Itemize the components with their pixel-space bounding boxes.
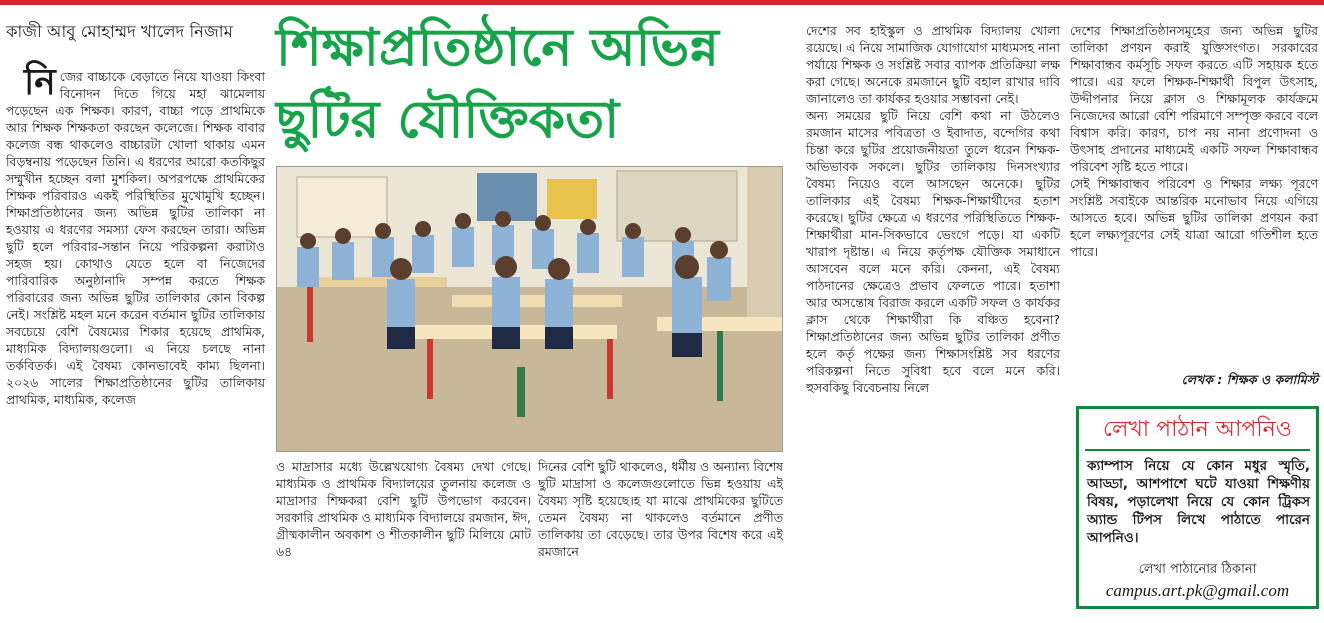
submission-box <box>1076 406 1319 609</box>
column-1-text: জের বাচ্চাকে বেড়াতে নিয়ে যাওয়া কিংবা বিনোদন দিতে গিয়ে মহা ঝামেলায় পড়েছেন এক শিক্ষক। কারণ, বাচ্চা পড়ে প্রাথমিকে আর শিক্ষক শিক্ষকতা করছেন কলেজে। শিক্ষক বাবার কলেজ বন্ধ থাকলেও বাচ্চারটা খোলা থাকায় এমন বিড়ম্বনায় পড়েছেন তিনি। এ ধরণের আরো কতকিছুর সম্মুখীন হচ্ছেন বলা মুশকিল। অপরপক্ষে প্রাথমিকের শিক্ষক পরিবারও একই পরিস্থিতির মুখোমুখি হচ্ছেন। শিক্ষাপ্রতিষ্ঠানের জন্য অভিন্ন ছুটির তালিকা না হওয়ায় এ ধরণের সমস্যা ফেস করছেন তারা। অভিন্ন ছুটি হলে পরিবার-সন্তান নিয়ে পরিকল্পনা করাটাও সহজ হয়। কোথাও যেতে হলে বা নিজেদের পারিবারিক অনুষ্ঠানাদি সম্পন্ন করতে শিক্ষক পরিবারের জন্য অভিন্ন ছুটির তালিকার কোন বিকল্প নেই। সংশ্লিষ্ট মহল মনে করেন বর্তমান ছুটির তালিকায় সবচেয়ে বেশি বৈষম্যের শিকার হয়েছে প্রাথমিক, মাধ্যমিক বিদ্যালয়গুলো। এ নিয়ে চলছে নানা তর্কবিতর্ক। এই বৈষম্য কোনভাবেই কাম্য ছিলনা। ২০২৬ সালের শিক্ষাপ্রতিষ্ঠানের ছুটির তালিকায় প্রাথমিক, মাধ্যমিক, কলেজ <box>6 69 265 407</box>
column-3-text: দিনের বেশি ছুটি থাকলেও, ধর্মীয় ও অন্যান্য বিশেষ ছুটি মাদ্রাসা ও কলেজগুলোতে ভিন্ন হওয়ায় এই বৈষম্য সৃষ্টি হয়েছে।হ যা মাঝে প্রাথমিকের ছুটিতে তেমন বৈষম্য না থাকলেও বর্তমানে প্রণীত তালিকায় তা বেড়েছে। তার উপর বিশেষ করে এই রমজানে <box>538 459 783 559</box>
column-4-paragraph-2: অন্য সময়ের ছুটি নিয়ে বেশি কথা না উঠলেও রমজান মাসের পবিত্রতা ও ইবাদাত, বন্দেগির কথা চিন্তা করে ছুটির প্রয়োজনীয়তা তুলে ধরেন শিক্ষক-অভিভাবক সকলে। ছুটির তালিকায় দিনসংখ্যার বৈষম্য নিয়েও বলে আসছেন অনেকে। ছুটির তালিকার এই বৈষম্য শিক্ষক-শিক্ষার্থীদের হতাশ করেছে। ছুটির ক্ষেত্রে এ ধরণের পরিস্থিতিতে শিক্ষক-শিক্ষার্থীরা মান-সিকভাবে ভেংগে পড়ে। যা একটি খারাপ দৃষ্টান্ত। এ নিয়ে কর্তৃপক্ষ যৌক্তিক সমাধানে আসবেন বলে মনে করি। কেননা, এই বৈষম্য পাঠদানের ক্ষেত্রেও প্রভাব ফেলতে পারে। হতাশা আর অসন্তোষ বিরাজ করলে একটি সফল ও কার্যকর ক্লাস থেকে শিক্ষার্থীরা কি বঞ্চিত হবেনা?শিক্ষাপ্রতিষ্ঠানের জন্য অভিন্ন ছুটির তালিকা প্রণীত হলে কর্তৃ পক্ষের জন্য শিক্ষাসংশ্লিষ্ট সব ধরণের পরিকল্পনা নিতে সুবিধা হবে বলে মনে করি। হুসবকিছু বিবেচনায় নিলে <box>806 108 1060 395</box>
article-column-5 <box>1070 22 1318 260</box>
article-column-2 <box>276 458 531 560</box>
author-name: কাজী আবু মোহাম্মদ খালেদ নিজাম <box>6 22 233 41</box>
column-5-paragraph-2: সেই শিক্ষাবান্ধব পরিবেশ ও শিক্ষার লক্ষ্য পূরণে সংশ্লিষ্ট সবাইকে আন্তরিক মনোভাব নিয়ে এগিয়ে আসতে হবে। অভিন্ন ছুটির তালিকা প্রণয়ন করা হলে লক্ষ্যপূরণের সেই যাত্রা আরো গতিশীল হতে পারে। <box>1070 176 1318 259</box>
submission-box-divider <box>1085 449 1310 451</box>
address-label: লেখা পাঠানোর ঠিকানা <box>1138 562 1257 577</box>
article-column-1 <box>6 62 265 408</box>
headline-line-1: শিক্ষাপ্রতিষ্ঠানে অভিন্ন <box>276 18 719 78</box>
classroom-photo <box>276 166 783 452</box>
article-column-4 <box>806 22 1060 396</box>
submission-box-text: ক্যাম্পাস নিয়ে যে কোন মধুর স্মৃতি, আড্ডা, আশপাশে ঘটে যাওয়া শিক্ষণীয় বিষয়, পড়ালেখা নিয়ে যে কোন ট্রিকস অ্যান্ড টিপস লিখে পাঠাতে পারেন আপনিও। <box>1087 458 1310 546</box>
classroom-illustration <box>277 167 783 452</box>
column-5-paragraph-1: দেশের শিক্ষাপ্রতিষ্ঠানসমূহের জন্য অভিন্ন ছুটির তালিকা প্রণয়ন করাই যুক্তিসংগত। সরকারের শিক্ষাবান্ধব কর্মসূচি সফল করতে এটি সহায়ক হতে পারে। এর ফলে শিক্ষক-শিক্ষার্থী বিপুল উৎসাহ, উদ্দীপনার নিয়ে ক্লাস ও শিক্ষামূলক কার্যক্রমে নিজেদের আরো বেশি পরিমাণে সম্পৃক্ত করবে বলে বিশ্বাস করি। কারণ, চাপ নয় নানা প্রণোদনা ও উৎসাহ প্রদানের মাধ্যমেই একটি সফল শিক্ষাবান্ধব পরিবেশ সৃষ্টি হতে পারে। <box>1070 23 1318 174</box>
email-address: campus.art.pk@gmail.com <box>1105 581 1290 600</box>
column-2-text: ও মাদ্রাসার মধ্যে উল্লেখযোগ্য বৈষম্য দেখা গেছে। মাধ্যমিক ও প্রাথমিক বিদ্যালয়ের তুলনায় কলেজ ও মাদ্রাসার শিক্ষকরা বেশি ছুটি উপভোগ করবেন। সরকারি প্রাথমিক ও মাধ্যমিক বিদ্যালয়ে রমজান, ঈদ, গ্রীষ্মকালীন অবকাশ ও শীতকালীন ছুটি মিলিয়ে মোট ৬৪ <box>276 459 531 559</box>
headline-line-2: ছুটির যৌক্তিকতা <box>276 90 620 150</box>
column-4-paragraph-1: দেশের সব হাইস্কুল ও প্রাথমিক বিদ্যালয় খোলা রয়েছে। এ নিয়ে সামাজিক যোগাযোগ মাধ্যমসহ নানা পর্যায়ে শিক্ষক ও সংশ্লিষ্ট সবার ব্যাপক প্রতিক্রিয়া লক্ষ করা গেছে। অনেকে রমজানে ছুটি বহাল রাখার দাবি জানালেও তা কার্যকর হওয়ার সম্ভাবনা নেই। <box>806 23 1060 106</box>
top-red-rule <box>0 0 1324 5</box>
drop-cap: নি <box>24 62 56 103</box>
article-column-3 <box>538 458 783 560</box>
headline <box>276 12 796 156</box>
submission-box-title: লেখা পাঠান আপনিও <box>1103 417 1292 442</box>
author-byline: লেখক : শিক্ষক ও কলামিস্ট <box>1181 372 1318 387</box>
